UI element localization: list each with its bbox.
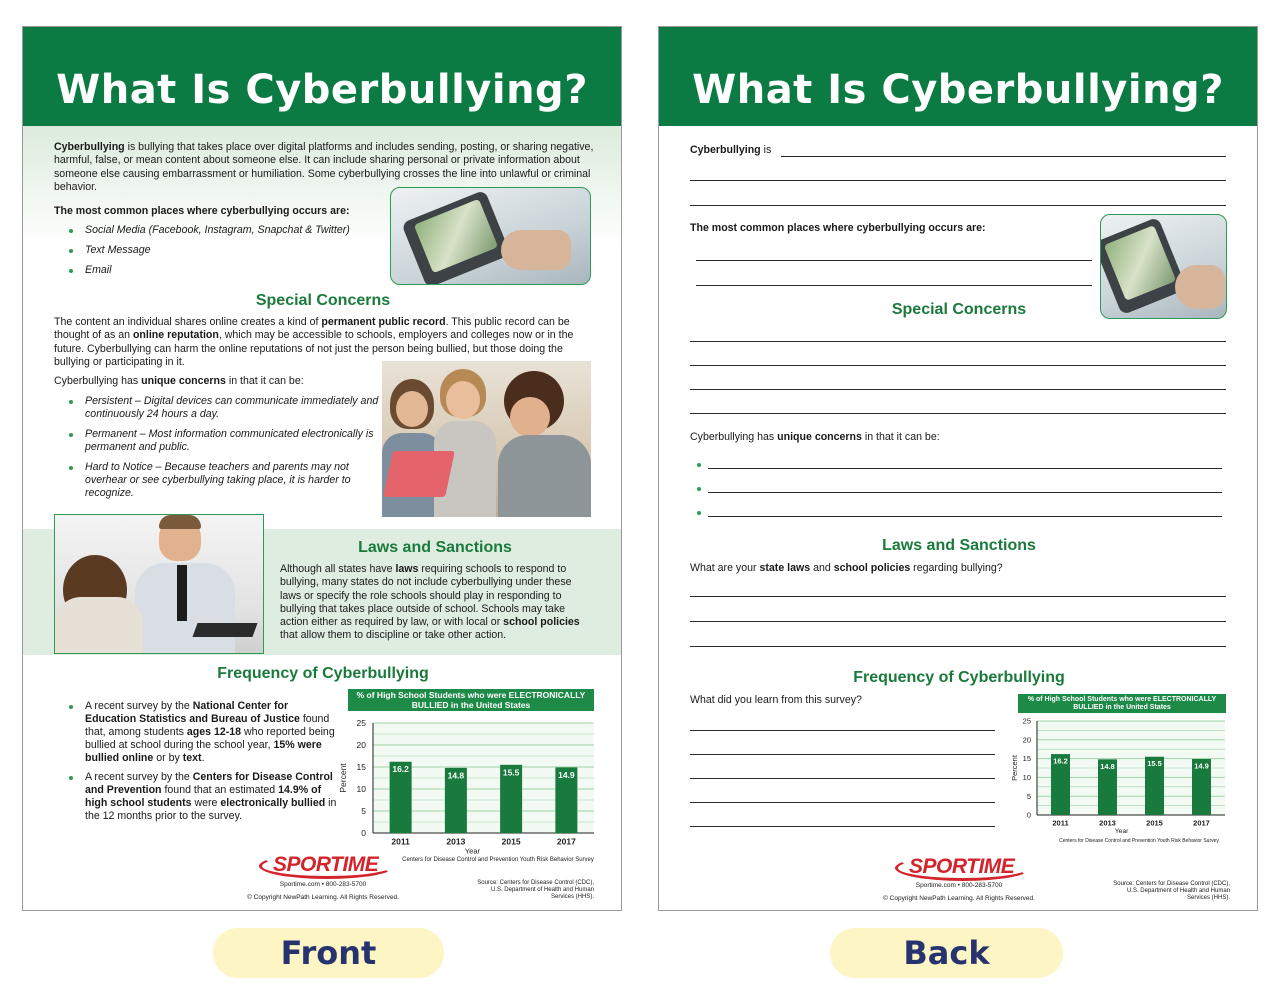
- back-special-heading: Special Concerns: [891, 301, 1027, 318]
- list-item: Social Media (Facebook, Instagram, Snapchat & Twitter): [54, 224, 394, 237]
- list-item: A recent survey by the National Center for Education Statistics and Bureau of Justice found that, among students ages 12-18 who reported being bullied at school during the school year, 15% were bullied online or by text.: [54, 700, 339, 765]
- back-contact-line: Sportime.com • 800-283-5700: [915, 882, 1003, 889]
- back-label: Back: [830, 928, 1063, 978]
- list-item: A recent survey by the Centers for Disease Control and Prevention found that an estimated 14.9% of high school students were electronically bullied in the 12 months prior to the survey.: [54, 771, 339, 823]
- front-title-banner: [23, 27, 621, 126]
- y-tick-label: 10: [1022, 773, 1031, 783]
- copyright-line: © Copyright NewPath Learning. All Rights Reserved.: [247, 894, 399, 901]
- phone-photo: [390, 187, 591, 285]
- students-photo: [382, 361, 591, 517]
- laws-paragraph: Although all states have laws requiring schools to respond to bullying, many states do not include cyberbullying under these laws or specify the role schools should play in responding to bullying that takes place outside of school. Schools may take action either as required by law, or with local or school policies that allow them to discipline or take other action.: [280, 563, 580, 642]
- x-tick-label: 2011: [1052, 818, 1069, 828]
- back-places-heading: The most common places where cyberbullying occurs are:: [690, 222, 986, 234]
- bar-value-label: 16.2: [392, 764, 409, 775]
- y-tick-label: 20: [356, 739, 366, 750]
- front-label: Front: [213, 928, 444, 978]
- survey-list: [54, 700, 339, 823]
- bar-value-label: 15.5: [502, 767, 520, 778]
- x-tick-label: 2017: [1193, 818, 1210, 828]
- bar-value-label: 14.8: [1100, 761, 1115, 771]
- y-tick-label: 20: [1022, 735, 1031, 745]
- back-chart-source-note: Centers for Disease Control and Prevention Youth Risk Behavior Survey: [1059, 838, 1219, 844]
- back-sportime-logo: SPORTIME: [909, 855, 1015, 878]
- back-bar-chart: [1007, 715, 1229, 847]
- back-unique-line: Cyberbullying has unique concerns in that it can be:: [690, 431, 940, 443]
- definition-prompt: Cyberbullying is: [690, 144, 772, 156]
- list-item: Hard to Notice – Because teachers and parents may not overhear or see cyberbullying taking place, it is harder to recognize.: [54, 461, 379, 500]
- x-tick-label: 2015: [1146, 818, 1163, 828]
- back-title-banner: [659, 27, 1257, 126]
- y-tick-label: 15: [1022, 754, 1031, 764]
- y-tick-label: 25: [1022, 716, 1031, 726]
- bar-value-label: 16.2: [1053, 756, 1068, 766]
- back-source-line: Source: Centers for Disease Control (CDC), U.S. Department of Health and Human Services (HHS).: [1113, 881, 1230, 901]
- frequency-heading: Frequency of Cyberbullying: [217, 665, 429, 682]
- sportime-logo: SPORTIME: [273, 853, 379, 876]
- front-title: What Is Cyberbullying?: [56, 67, 588, 113]
- y-tick-label: 0: [361, 827, 366, 838]
- back-page: [658, 26, 1258, 911]
- x-tick-label: 2011: [391, 836, 410, 847]
- survey-question: What did you learn from this survey?: [690, 694, 862, 706]
- front-page: [22, 26, 622, 911]
- back-frequency-heading: Frequency of Cyberbullying: [853, 669, 1065, 686]
- unique-concerns-line: Cyberbullying has unique concerns in that it can be:: [54, 375, 304, 387]
- y-axis-label: Percent: [1010, 755, 1019, 781]
- y-tick-label: 15: [356, 761, 366, 772]
- back-chart-title: % of High School Students who were ELECTRONICALLY BULLIED in the United States: [1018, 694, 1226, 713]
- back-copyright-line: © Copyright NewPath Learning. All Rights Reserved.: [883, 895, 1035, 902]
- special-concerns-paragraph: The content an individual shares online creates a kind of permanent public record. This public record can be thought of as an online reputation, which may be accessible to schools, employers and colleges now or in the future. Cyberbullying can harm the online reputations of not just the person being bullied, but those doing the bullying or participating in it.: [54, 316, 574, 368]
- y-tick-label: 10: [356, 783, 366, 794]
- places-heading: The most common places where cyberbullying occurs are:: [54, 205, 350, 217]
- y-tick-label: 25: [356, 717, 366, 728]
- x-axis-label: Year: [464, 846, 481, 856]
- chart-title: % of High School Students who were ELECTRONICALLY BULLIED in the United States: [348, 689, 594, 711]
- bar-value-label: 14.9: [558, 769, 575, 780]
- back-title: What Is Cyberbullying?: [692, 67, 1224, 113]
- x-tick-label: 2015: [501, 836, 521, 847]
- chart-source-note: Centers for Disease Control and Prevention Youth Risk Behavior Survey: [402, 857, 594, 863]
- y-tick-label: 5: [1026, 791, 1031, 801]
- front-bar-chart: [333, 713, 598, 873]
- y-axis-label: Percent: [337, 763, 348, 793]
- source-line: Source: Centers for Disease Control (CDC), U.S. Department of Health and Human Services (HHS).: [477, 880, 594, 900]
- bar-value-label: 14.8: [447, 770, 465, 781]
- x-axis-label: Year: [1114, 828, 1129, 835]
- x-tick-label: 2013: [446, 836, 466, 847]
- list-item: Permanent – Most information communicated electronically is permanent and public.: [54, 428, 379, 454]
- contact-line: Sportime.com • 800-283-5700: [279, 881, 367, 888]
- list-item: Text Message: [54, 244, 394, 257]
- special-concerns-heading: Special Concerns: [255, 292, 391, 309]
- back-phone-photo: [1100, 214, 1227, 319]
- laws-question: What are your state laws and school policies regarding bullying?: [690, 562, 1003, 574]
- intro-paragraph: Cyberbullying is bullying that takes place over digital platforms and includes sending, posting, or sharing negative, harmful, false, or mean content about someone else. It can include sharing personal or private information about someone else causing embarrassment or humiliation. Some cyberbullying crosses the line into unlawful or criminal behavior.: [54, 141, 594, 193]
- y-tick-label: 0: [1026, 810, 1031, 820]
- concerns-list: [54, 395, 379, 500]
- laws-heading: Laws and Sanctions: [358, 539, 512, 556]
- bar-value-label: 15.5: [1147, 759, 1162, 769]
- teacher-photo: [54, 514, 264, 654]
- back-laws-heading: Laws and Sanctions: [882, 537, 1036, 554]
- x-tick-label: 2017: [556, 836, 576, 847]
- y-tick-label: 5: [361, 805, 366, 816]
- places-list: [54, 224, 394, 277]
- list-item: Email: [54, 264, 394, 277]
- bar-value-label: 14.9: [1194, 761, 1209, 771]
- list-item: Persistent – Digital devices can communicate immediately and continuously 24 hours a day.: [54, 395, 379, 421]
- x-tick-label: 2013: [1099, 818, 1116, 828]
